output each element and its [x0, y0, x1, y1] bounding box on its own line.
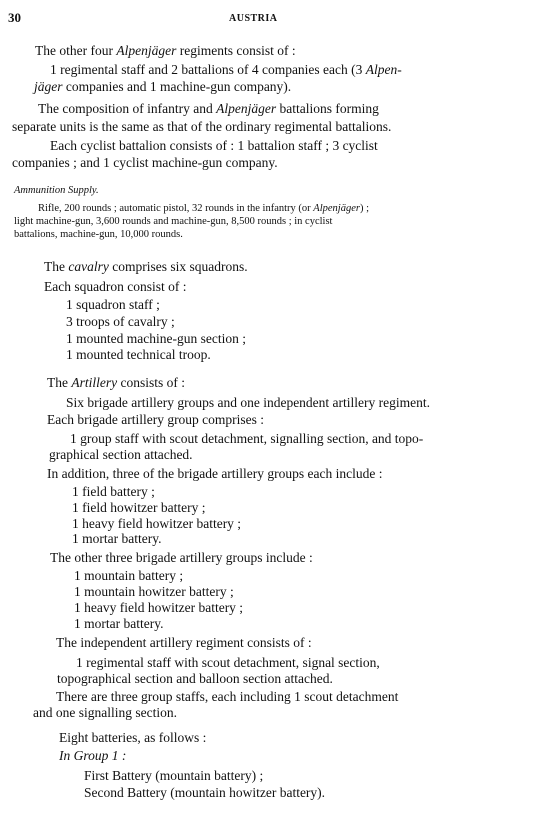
- ammunition-line-1: [38, 203, 369, 215]
- artillery-group-a-item: 1 field battery ;: [72, 484, 155, 499]
- text-italic: Artillery: [71, 375, 118, 390]
- artillery-line-1: [47, 375, 185, 390]
- battery-line-1: First Battery (mountain battery) ;: [84, 768, 264, 783]
- alpenjager-line-5: separate units is the same as that of the ordinary regimental battalions.: [12, 119, 392, 134]
- ammunition-line-3: battalions, machine-gun, 10,000 rounds.: [14, 229, 183, 240]
- artillery-line-13: Eight batteries, as follows :: [59, 730, 207, 745]
- cavalry-line-2: Each squadron consist of :: [44, 279, 187, 294]
- text-italic: Alpenjäger: [216, 101, 277, 116]
- artillery-group-a-item: 1 heavy field howitzer battery ;: [72, 516, 242, 531]
- text-italic: Alpenjäger: [116, 43, 177, 58]
- text: The: [44, 259, 69, 274]
- alpenjager-line-7: companies ; and 1 cyclist machine-gun company.: [12, 155, 278, 170]
- artillery-line-7: The other three brigade artillery groups include :: [50, 550, 313, 565]
- page-number: 30: [8, 10, 21, 25]
- artillery-line-12: and one signalling section.: [33, 705, 177, 720]
- cavalry-item: 3 troops of cavalry ;: [66, 314, 175, 329]
- text: regiments consist of :: [176, 43, 296, 58]
- text: The: [47, 375, 72, 390]
- artillery-line-10: topographical section and balloon section attached.: [57, 671, 333, 686]
- text-italic: jäger: [34, 79, 63, 94]
- artillery-line-4: 1 group staff with scout detachment, signalling section, and topo-: [70, 431, 424, 446]
- alpenjager-line-2: [50, 62, 402, 77]
- artillery-line-8: The independent artillery regiment consists of :: [56, 635, 312, 650]
- artillery-group-b-item: 1 mortar battery.: [74, 616, 164, 631]
- text-italic: cavalry: [68, 259, 109, 274]
- text: battalions forming: [276, 101, 379, 116]
- artillery-line-11: There are three group staffs, each including 1 scout detachment: [56, 689, 399, 704]
- text: 1 regimental staff and 2 battalions of 4 companies each (3: [50, 62, 366, 77]
- artillery-line-2: Six brigade artillery groups and one independent artillery regiment.: [66, 395, 431, 410]
- ammunition-heading: Ammunition Supply.: [14, 185, 99, 196]
- text-italic: Alpenjäger: [313, 203, 360, 214]
- artillery-line-14: In Group 1 :: [59, 748, 127, 763]
- text: Rifle, 200 rounds ; automatic pistol, 32 rounds in the infantry (or: [38, 203, 314, 214]
- alpenjager-line-4: [38, 101, 379, 116]
- alpenjager-line-1: [35, 43, 296, 58]
- text: The composition of infantry and: [38, 101, 217, 116]
- text: consists of :: [117, 375, 186, 390]
- artillery-group-b-item: 1 heavy field howitzer battery ;: [74, 600, 244, 615]
- text: comprises six squadrons.: [108, 259, 248, 274]
- artillery-line-6: In addition, three of the brigade artillery groups each include :: [47, 466, 383, 481]
- text: The other four: [35, 43, 117, 58]
- artillery-group-a-item: 1 mortar battery.: [72, 531, 162, 546]
- alpenjager-line-3: [34, 79, 291, 94]
- cavalry-item: 1 mounted machine-gun section ;: [66, 331, 246, 346]
- cavalry-line-1: [44, 259, 248, 274]
- text: ) ;: [359, 203, 369, 214]
- alpenjager-line-6: Each cyclist battalion consists of : 1 battalion staff ; 3 cyclist: [50, 138, 378, 153]
- cavalry-item: 1 mounted technical troop.: [66, 347, 211, 362]
- artillery-group-a-item: 1 field howitzer battery ;: [72, 500, 206, 515]
- running-head: AUSTRIA: [229, 13, 278, 24]
- artillery-line-5: graphical section attached.: [49, 447, 193, 462]
- text-italic: Alpen-: [365, 62, 402, 77]
- artillery-line-3: Each brigade artillery group comprises :: [47, 412, 265, 427]
- cavalry-item: 1 squadron staff ;: [66, 297, 160, 312]
- artillery-line-9: 1 regimental staff with scout detachment, signal section,: [76, 655, 380, 670]
- ammunition-line-2: light machine-gun, 3,600 rounds and machine-gun, 8,500 rounds ; in cyclist: [14, 216, 333, 227]
- artillery-group-b-item: 1 mountain battery ;: [74, 568, 184, 583]
- artillery-group-b-item: 1 mountain howitzer battery ;: [74, 584, 234, 599]
- battery-line-2: Second Battery (mountain howitzer battery).: [84, 785, 326, 800]
- text: companies and 1 machine-gun company).: [62, 79, 292, 94]
